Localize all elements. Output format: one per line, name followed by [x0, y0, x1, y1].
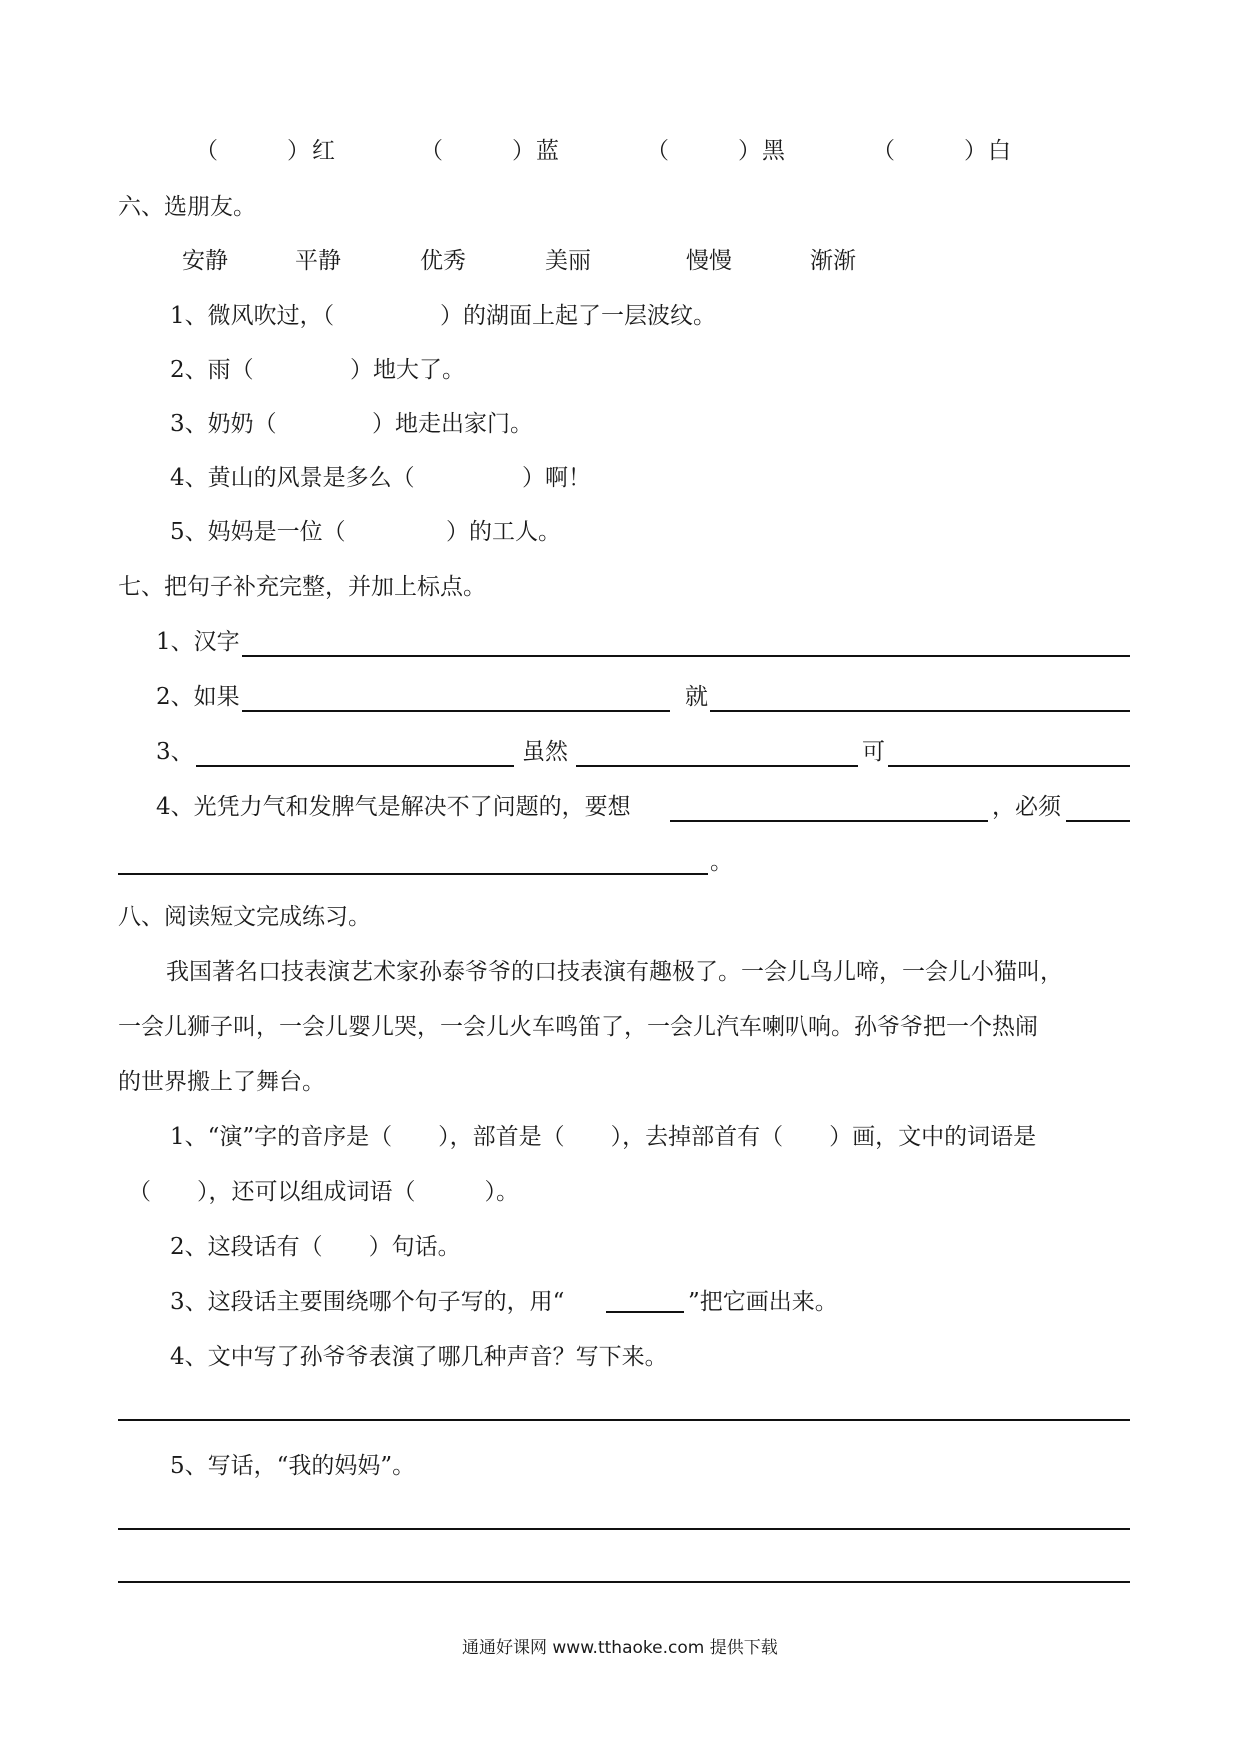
- s8-q1-line2: （ ），还可以组成词语（ ）。: [128, 1179, 519, 1205]
- s8-q5-answer-line-1[interactable]: [118, 1528, 1130, 1530]
- word-option-manman: 慢慢: [686, 248, 732, 274]
- word-option-anjing: 安静: [182, 248, 228, 274]
- s8-q4-answer-line[interactable]: [118, 1419, 1130, 1421]
- section7-title: 七、把句子补充完整，并加上标点。: [118, 574, 486, 600]
- color-label-red: 红: [312, 138, 335, 164]
- s6-item5-post: ）的工人。: [446, 519, 561, 545]
- s7-item3-label-b: 虽然: [522, 739, 568, 765]
- section6-title: 六、选朋友。: [118, 194, 256, 220]
- s7-item4-label-b: ，必须: [992, 794, 1061, 820]
- s6-item4-pre: 4、黄山的风景是多么（: [170, 465, 415, 491]
- s6-item2-post: ）地大了。: [350, 357, 465, 383]
- s6-item5-pre: 5、妈妈是一位（: [170, 519, 346, 545]
- s7-item3-answer-line-c[interactable]: [888, 765, 1130, 767]
- color-blank-4[interactable]: （ ）: [872, 138, 987, 164]
- s7-item1-answer-line[interactable]: [242, 655, 1130, 657]
- color-blank-3[interactable]: （ ）: [646, 138, 761, 164]
- color-blank-1[interactable]: （ ）: [195, 138, 310, 164]
- s7-item3-answer-line-b[interactable]: [576, 765, 858, 767]
- s8-q3-b: ”把它画出来。: [688, 1289, 838, 1315]
- s8-q1-line1: 1、“演”字的音序是（ ），部首是（ ），去掉部首有（ ）画，文中的词语是: [170, 1124, 1037, 1150]
- s7-item4-end: 。: [710, 849, 733, 875]
- s7-item4-answer-line-a[interactable]: [670, 820, 988, 822]
- s6-item4-post: ）啊！: [522, 465, 591, 491]
- color-label-black: 黑: [762, 138, 785, 164]
- s7-item4-answer-line-b[interactable]: [1066, 820, 1130, 822]
- s6-item1-post: ）的湖面上起了一层波纹。: [440, 303, 716, 329]
- word-option-meili: 美丽: [545, 248, 591, 274]
- s7-item2-answer-line-a[interactable]: [242, 710, 670, 712]
- s8-q3-a: 3、这段话主要围绕哪个句子写的，用“: [170, 1289, 565, 1315]
- color-label-white: 白: [988, 138, 1011, 164]
- passage-line-2: 一会儿狮子叫，一会儿婴儿哭，一会儿火车鸣笛了，一会儿汽车喇叭响。孙爷爷把一个热闹: [118, 1014, 1038, 1040]
- s8-q2: 2、这段话有（ ）句话。: [170, 1234, 461, 1260]
- s7-item1-label: 1、汉字: [156, 629, 240, 655]
- passage-line-1: 我国著名口技表演艺术家孙泰爷爷的口技表演有趣极了。一会儿鸟儿啼，一会儿小猫叫，: [166, 959, 1063, 985]
- s7-item2-label-b: 就: [685, 684, 708, 710]
- s6-item1-pre: 1、微风吹过，（: [170, 303, 335, 329]
- passage-line-3: 的世界搬上了舞台。: [118, 1069, 325, 1095]
- s7-item3-label-a: 3、: [156, 739, 194, 765]
- s7-item4-answer-line-c[interactable]: [118, 873, 708, 875]
- color-blank-2[interactable]: （ ）: [420, 138, 535, 164]
- s7-item2-answer-line-b[interactable]: [710, 710, 1130, 712]
- s6-item2-pre: 2、雨（: [170, 357, 254, 383]
- s7-item2-label-a: 2、如果: [156, 684, 240, 710]
- s7-item4-label-a: 4、光凭力气和发脾气是解决不了问题的，要想: [156, 794, 631, 820]
- section8-title: 八、阅读短文完成练习。: [118, 904, 371, 930]
- s8-q4: 4、文中写了孙爷爷表演了哪几种声音？写下来。: [170, 1344, 668, 1370]
- s8-q5: 5、写话，“我的妈妈”。: [170, 1453, 416, 1479]
- s7-item3-answer-line-a[interactable]: [196, 765, 514, 767]
- page-footer: 通通好课网 www.tthaoke.com 提供下载: [462, 1638, 778, 1658]
- s8-q3-underline-sample: [606, 1311, 684, 1313]
- s6-item3-pre: 3、奶奶（: [170, 411, 277, 437]
- word-option-jianjian: 渐渐: [810, 248, 856, 274]
- color-label-blue: 蓝: [536, 138, 559, 164]
- s7-item3-label-c: 可: [862, 739, 885, 765]
- s8-q5-answer-line-2[interactable]: [118, 1581, 1130, 1583]
- word-option-youxiu: 优秀: [420, 248, 466, 274]
- s6-item3-post: ）地走出家门。: [372, 411, 533, 437]
- word-option-pingjing: 平静: [295, 248, 341, 274]
